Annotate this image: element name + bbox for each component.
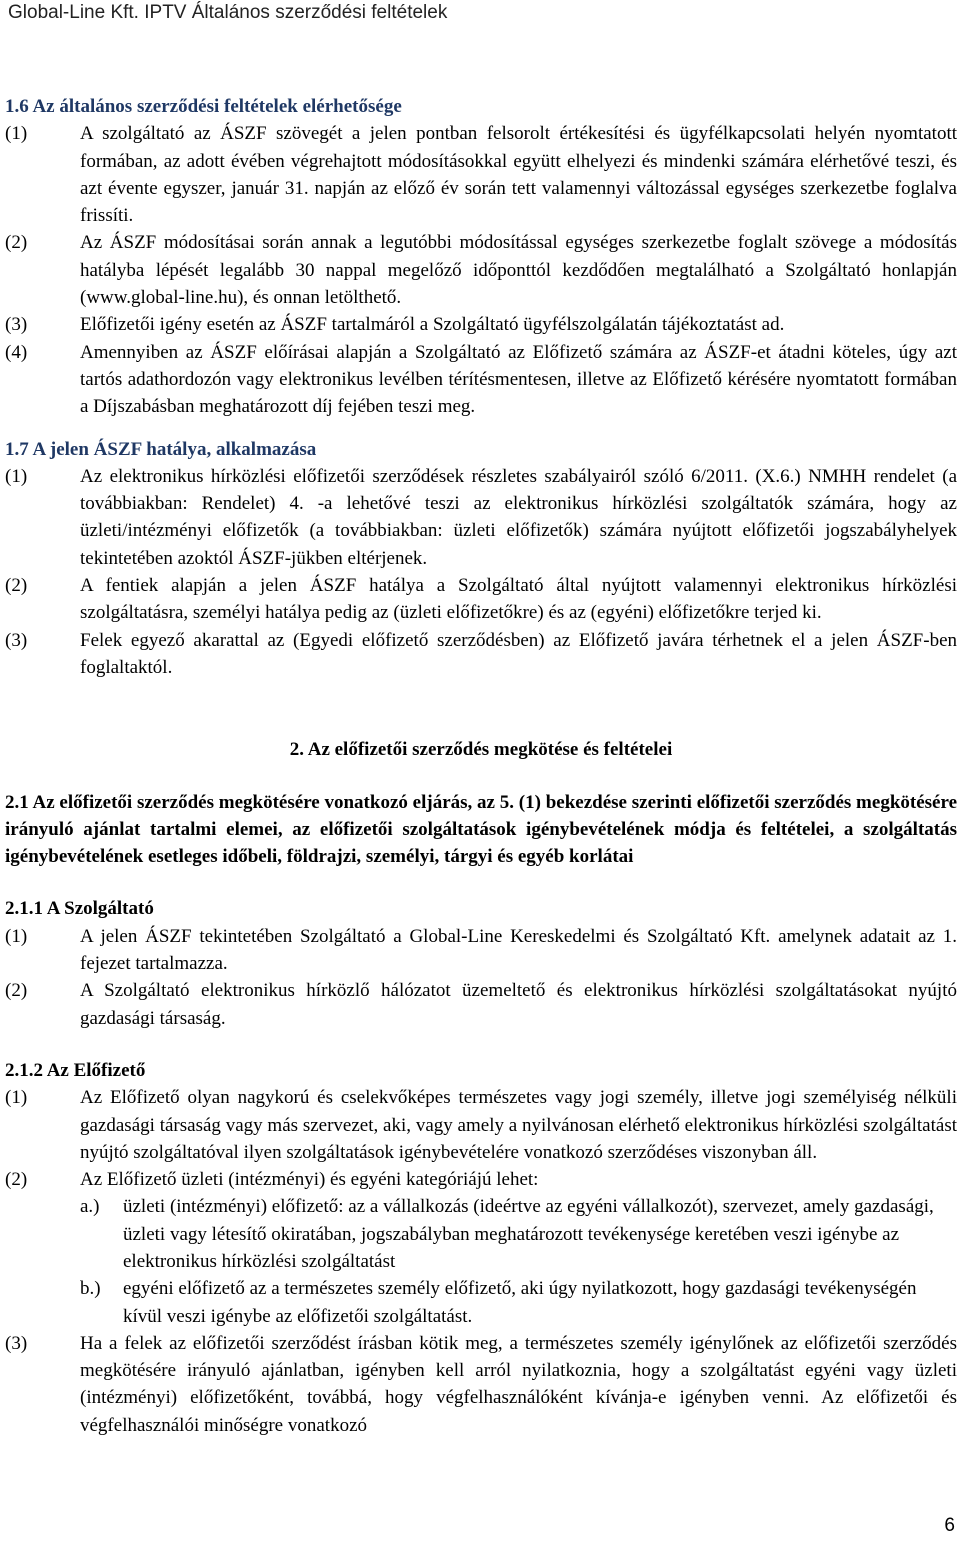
sub-list-item: [80, 1193, 957, 1275]
item-number: (3): [5, 629, 28, 651]
list-item: [5, 572, 957, 627]
list-item: [5, 229, 957, 311]
item-text: A jelen ÁSZF tekintetében Szolgáltató a Global-Line Kereskedelmi és Szolgáltató Kft. amelynek adatait az 1. fejezet tartalmazza.: [80, 925, 957, 975]
document-header: Global-Line Kft. IPTV Általános szerződési feltételek: [8, 2, 448, 23]
list-item: [5, 627, 957, 682]
item-number: (3): [5, 1332, 28, 1354]
item-text: Az elektronikus hírközlési előfizetői szerződések részletes szabályairól szóló 6/2011. (X.6.) NMHH rendelet (a továbbiakban: Rendelet) 4. -a lehetővé teszi az elektronikus hírközlési szolgáltatók számára, hogy az üzleti/intézményi előfizetők (a továbbiakban: üzleti előfizetők) számára nyújtott előfizetői jogszabályhelyek tekintetében azoktól ÁSZF-jükben eltérjenek.: [80, 465, 957, 569]
section-heading-2-1: 2.1 Az előfizetői szerződés megkötésére vonatkozó eljárás, az 5. (1) bekezdése szerinti előfizetői szerződés megkötésére irányuló ajánlat tartalmi elemei, az előfizetői szolgáltatások igénybevételének módja és feltételei, a szolgáltatás igénybevételének esetleges időbeli, földrajzi, személyi, tárgyi és egyéb korlátai: [5, 791, 957, 868]
list-item: [5, 120, 957, 229]
item-number: (2): [5, 232, 28, 254]
chapter-title: 2. Az előfizetői szerződés megkötése és feltételei: [289, 739, 673, 761]
list-item: [5, 1330, 957, 1439]
section-heading-2-1-2: 2.1.2 Az Előfizető: [5, 1059, 146, 1081]
item-number: (1): [5, 1087, 28, 1109]
document-body: [5, 93, 957, 1439]
item-number: (1): [5, 123, 28, 145]
item-text: Felek egyező akarattal az (Egyedi előfizető szerződésben) az Előfizető javára térhetnek el a jelen ÁSZF-ben foglaltaktól.: [80, 629, 957, 678]
item-text: Előfizetői igény esetén az ÁSZF tartalmáról a Szolgáltató ügyfélszolgálatán tájékoztatást ad.: [80, 314, 785, 336]
item-number: (1): [5, 465, 28, 487]
list-item: [5, 977, 957, 1032]
sub-item-text: üzleti (intézményi) előfizető: az a vállalkozás (ideértve az egyéni vállalkozót), szervezet, amely gazdasági, üzleti vagy létesítő okiratában, jogszabályban meghatározott tevékenysége keretében veszi igénybe az elektronikus hírközlési szolgáltatást: [123, 1196, 934, 1272]
item-text: A fentiek alapján a jelen ÁSZF hatálya a Szolgáltató által nyújtott valamennyi elektronikus hírközlési szolgáltatásra, személyi hatálya pedig az (üzleti előfizetőkre) és az (egyéni) előfizetőkre terjed ki.: [80, 575, 957, 624]
list-item: [5, 1166, 957, 1193]
sub-item-label: a.): [80, 1196, 100, 1218]
item-number: (2): [5, 1169, 28, 1191]
list-item: [5, 311, 957, 338]
item-text: Az Előfizető olyan nagykorú és cselekvőképes természetes vagy jogi személy, illetve jogi személyiség nélküli gazdasági társaság vagy más szervezet, aki, vagy amely a nyilvánosan elérhető elektronikus hírközlési szolgáltatást nyújtó szolgáltatóval ilyen szolgáltatások igénybevételére vonatkozó szerződéses viszonyban áll.: [80, 1087, 957, 1163]
item-text: Amennyiben az ÁSZF előírásai alapján a Szolgáltató az Előfizető számára az ÁSZF-et átadni köteles, úgy azt tartós adathordozón vagy elektronikus levélben térítésmentesen, illetve az Előfizető kérésére nyomtatott formában a Díjszabásban meghatározott díj fejében teszi meg.: [80, 341, 957, 418]
item-text: Az Előfizető üzleti (intézményi) és egyéni kategóriájú lehet:: [80, 1169, 539, 1191]
section-heading-2-1-1: 2.1.1 A Szolgáltató: [5, 898, 154, 920]
sub-item-text: egyéni előfizető az a természetes személy előfizető, aki úgy nyilatkozott, hogy gazdasági tevékenységén kívül veszi igénybe az előfizetői szolgáltatást.: [123, 1278, 917, 1327]
item-text: A Szolgáltató elektronikus hírközlő hálózatot üzemeltető és elektronikus hírközlési szolgáltatásokat nyújtó gazdasági társaság.: [80, 980, 957, 1029]
section-heading-1-6: 1.6 Az általános szerződési feltételek elérhetősége: [5, 96, 402, 117]
page-number: 6: [944, 1515, 955, 1536]
list-item: [5, 339, 957, 421]
item-number: (4): [5, 341, 28, 363]
section-heading-1-7: 1.7 A jelen ÁSZF hatálya, alkalmazása: [5, 438, 317, 460]
sub-list-item: [80, 1275, 957, 1330]
list-item: [5, 1084, 957, 1166]
list-item: [5, 463, 957, 572]
item-number: (2): [5, 980, 28, 1002]
item-number: (3): [5, 314, 28, 336]
item-text: Az ÁSZF módosításai során annak a legutóbbi módosítással egységes szerkezetbe foglalt szövege a módosítás hatályba lépését legalább 30 nappal megelőző időponttól kezdődően megtalálható a Szolgáltató honlapján (www.global-line.hu), és onnan letölthető.: [80, 232, 957, 309]
item-number: (1): [5, 925, 28, 947]
list-item: [5, 923, 957, 978]
item-text: Ha a felek az előfizetői szerződést írásban kötik meg, a természetes személy igénylőnek az előfizetői szerződés megkötésére irányuló ajánlatban, igényben kell arról nyilatkoznia, hogy a szolgáltatást egyéni vagy üzleti (intézményi) előfizetőként, továbbá, hogy végfelhasználóként kívánja-e igényben venni. Az előfizetői és végfelhasználói minőségre vonatkozó: [80, 1332, 957, 1436]
item-text: A szolgáltató az ÁSZF szövegét a jelen pontban felsorolt értékesítési és ügyfélkapcsolati helyén nyomtatott formában, az adott évében végrehajtott módosításokkal együtt elhelyezi és mindenki számára elérhetővé teszi, és azt évente egyszer, január 31. napján az előző év során tett valamennyi változással egységes szerkezetbe foglalva frissíti.: [80, 123, 957, 227]
sub-item-label: b.): [80, 1278, 101, 1300]
item-number: (2): [5, 575, 28, 597]
